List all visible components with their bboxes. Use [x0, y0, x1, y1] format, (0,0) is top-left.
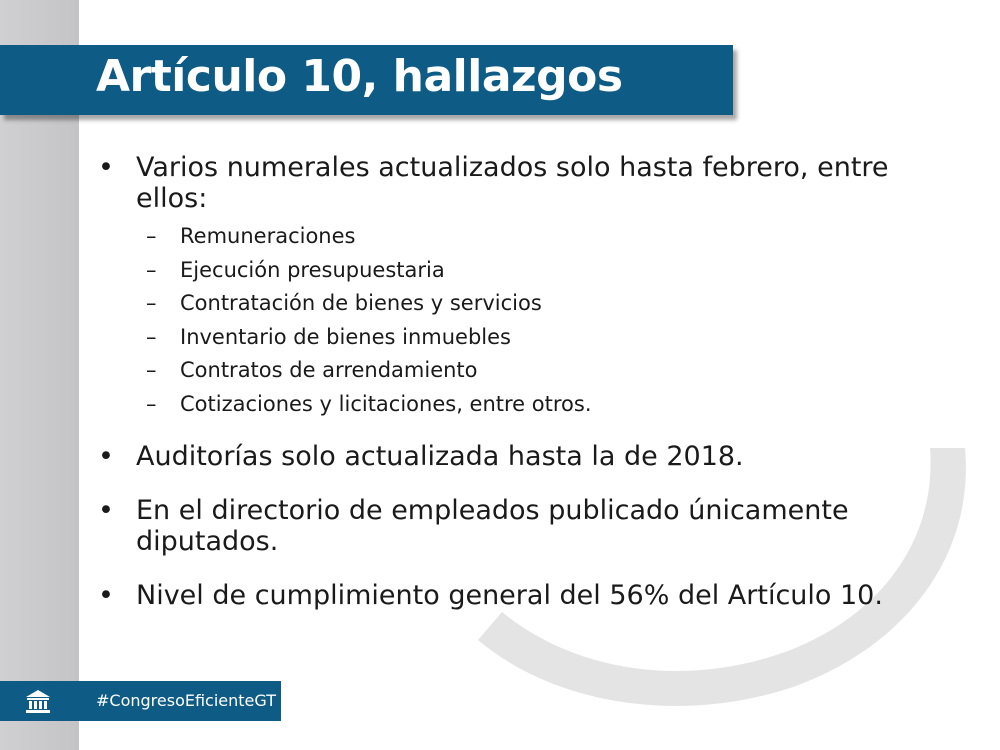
bullet-text: Auditorías solo actualizada hasta la de 2018. [136, 441, 744, 472]
bullet-item [98, 152, 918, 214]
sub-list [98, 220, 918, 421]
sub-item [98, 254, 918, 288]
dash-marker: – [146, 324, 157, 349]
sub-item-text: Inventario de bienes inmuebles [180, 324, 511, 349]
congress-building-icon [24, 687, 52, 715]
bullet-marker: • [98, 441, 114, 472]
sub-item [98, 287, 918, 321]
dash-marker: – [146, 291, 157, 315]
dash-marker: – [146, 224, 157, 248]
footer-hashtag: #CongresoEficienteGT [96, 691, 276, 710]
sub-item-text: Cotizaciones y licitaciones, entre otros. [180, 391, 592, 416]
bullet-item [98, 495, 918, 557]
bullet-text: Nivel de cumplimiento general del 56% del Artículo 10. [136, 580, 883, 611]
dash-marker: – [146, 391, 157, 416]
bullet-marker: • [98, 152, 114, 183]
bullet-text: Varios numerales actualizados solo hasta febrero, entre ellos: [136, 152, 889, 214]
slide-title: Artículo 10, hallazgos [96, 51, 623, 102]
sub-item [98, 354, 918, 388]
dash-marker: – [146, 358, 157, 382]
sub-item-text: Ejecución presupuestaria [180, 257, 445, 282]
sub-item [98, 321, 918, 355]
sub-item [98, 220, 918, 254]
bullet-text: En el directorio de empleados publicado únicamente diputados. [136, 495, 849, 557]
bullet-marker: • [98, 495, 114, 526]
sub-item-text: Contratos de arrendamiento [180, 358, 478, 382]
bullet-item [98, 580, 918, 611]
footer-bar [0, 681, 281, 721]
dash-marker: – [146, 257, 157, 282]
slide-content [98, 152, 918, 611]
sub-item-text: Contratación de bienes y servicios [180, 291, 542, 315]
bullet-item [98, 441, 918, 472]
sub-item [98, 388, 918, 422]
bullet-marker: • [98, 580, 114, 611]
sub-item-text: Remuneraciones [180, 224, 356, 248]
